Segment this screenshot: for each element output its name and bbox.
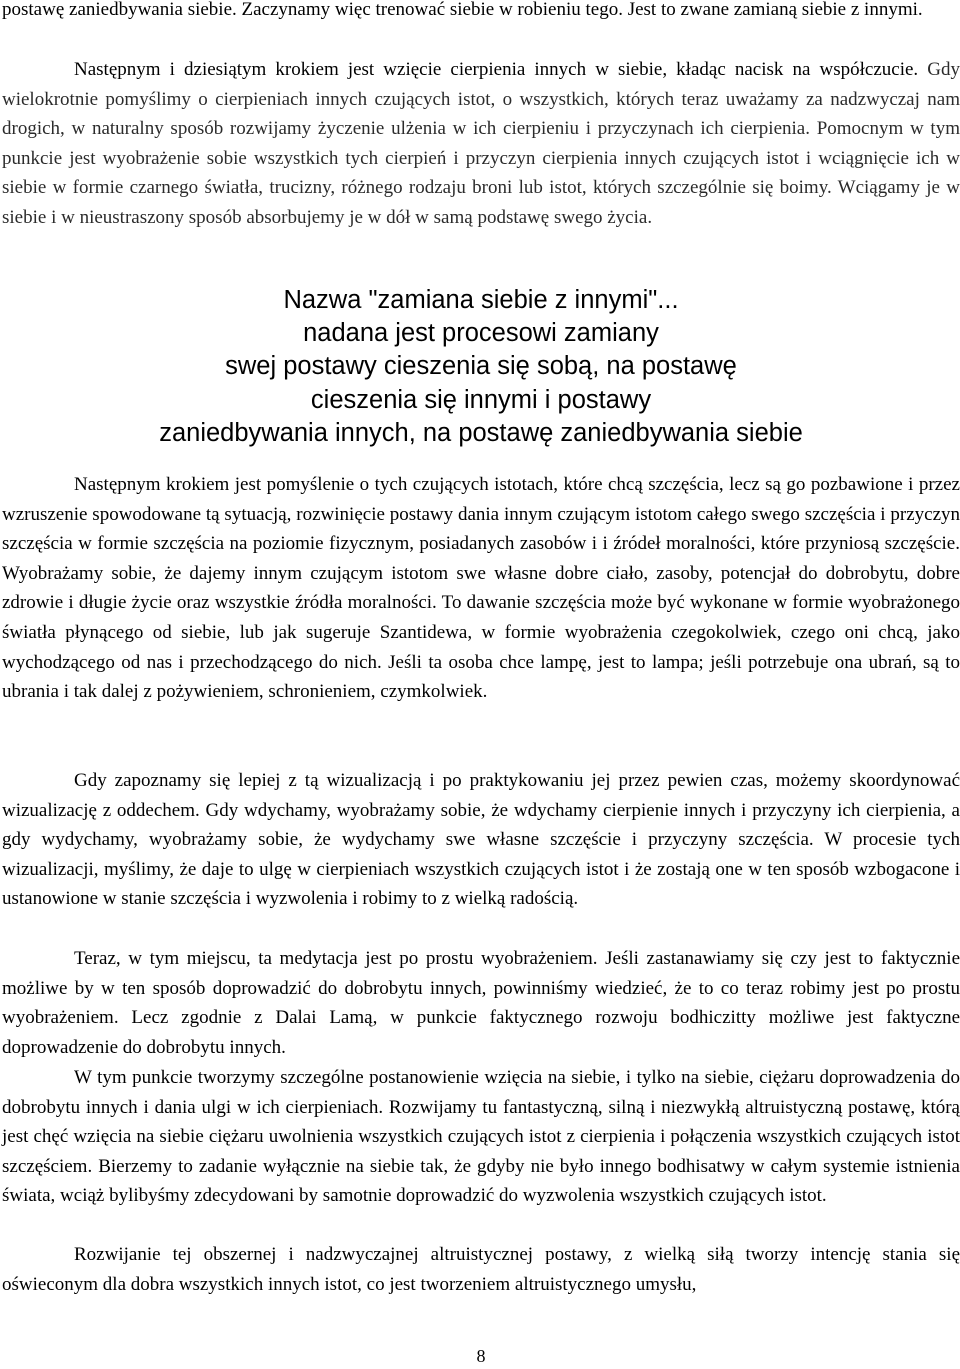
paragraph-tail: Pomocnym w tym punkcie jest wyobrażenie sobie wszystkich tych cierpień i przyczyn cierpienia innych czujących istot i wciągnięcie ich w siebie w formie czarnego światła, trucizny, różnego rodzaju broni lub istot, których szczególnie się boimy. Wciągamy je w siebie i w nieustraszony sposób absorbujemy je w dół w samą podstawę swego życia.: [2, 118, 960, 228]
paragraph-altruism: [2, 1240, 960, 1299]
pull-quote-line: cieszenia się innymi i postawy: [310, 385, 652, 414]
pull-quote-text: [2, 284, 960, 450]
pull-quote: [2, 284, 960, 450]
paragraph-resolve: [2, 1063, 960, 1211]
page-number: 8: [476, 1346, 486, 1366]
paragraph-intro: [2, 55, 960, 233]
paragraph-text: postawę zaniedbywania siebie. Zaczynamy więc trenować siebie w robieniu tego. Jest to zwane zamianą siebie z innymi.: [2, 0, 923, 20]
paragraph-text: W tym punkcie tworzymy szczególne postanowienie wzięcia na siebie, i tylko na siebie, ciężaru doprowadzenia do dobrobytu innych i dania ulgi w ich cierpieniach. Rozwijamy tu fantastyczną, silną i niezwykłą altruistyczną postawę, którą jest chęć wzięcia na siebie ciężaru uwolnienia wszystkich czujących istot z cierpienia i połączenia wszystkich czujących istot szczęściem. Bierzemy to zadanie wyłącznie na siebie tak, że gdyby nie było innego bodhisatwy w całym systemie istnienia świata, wciąż bylibyśmy zdecydowani by samotnie doprowadzić do wyzwolenia wszystkich czujących istot.: [2, 1067, 960, 1207]
document-page: [2, 0, 960, 1369]
paragraph-imagination: [2, 944, 960, 1062]
paragraph-text: [2, 55, 960, 233]
pull-quote-line: zaniedbywania innych, na postawę zaniedbywania siebie: [159, 418, 803, 447]
paragraph-giving: [2, 470, 960, 707]
paragraph-text: Teraz, w tym miejscu, ta medytacja jest po prostu wyobrażeniem. Jeśli zastanawiamy się czy jest to faktycznie możliwe by w ten sposób doprowadzić do dobrobytu innych, powinniśmy wiedzieć, że to co teraz robimy jest po prostu wyobrażeniem. Lecz zgodnie z Dalai Lamą, w punkcie faktycznego rozwoju bodhiczitty możliwe jest faktyczne doprowadzenie do dobrobytu innych.: [2, 948, 960, 1058]
pull-quote-line: swej postawy cieszenia się sobą, na postawę: [225, 352, 737, 381]
paragraph-text: Następnym krokiem jest pomyślenie o tych czujących istotach, które chcą szczęścia, lecz są go pozbawione i przez wzruszenie spowodowane tą sytuacją, rozwinięcie postawy dania innym czującym istotom całego swego szczęścia i przyczyn szczęścia w formie szczęścia na poziomie fizycznym, posiadanych zasobów i i źródeł moralności, które przyniosą szczęście. Wyobrażamy sobie, że dajemy innym czującym istotom swe własne dobre ciało, zasoby, potencjał do dobrobytu, dobre zdrowie i długie życie oraz wszystkie źródła moralności. To dawanie szczęścia może być wykonane w formie wyobrażonego światła płynącego od siebie, lub jak sugeruje Szantidewa, w formie wyobrażenia czegokolwiek, czego oni chcą, jako wychodzącego od nas i przechodzącego do nich. Jeśli ta osoba chce lampę, jest to lampa; jeśli potrzebuje ona ubrań, są to ubrania i tak dalej z pożywieniem, schronieniem, czymkolwiek.: [2, 474, 960, 703]
pull-quote-line: nadana jest procesowi zamiany: [303, 319, 659, 348]
paragraph-body: Gdy wielokrotnie pomyślimy o cierpieniach innych czujących istot, o wszystkich, których teraz uważamy za nadzwyczaj nam drogich, w naturalny sposób rozwijamy życzenie ulżenia w ich cierpieniu i przyczynach ich cierpienia.: [2, 59, 960, 140]
paragraph-text: Rozwijanie tej obszernej i nadzwyczajnej altruistycznej postawy, z wielką siłą tworzy intencję stania się oświeconym dla dobra wszystkich innych istot, co jest tworzeniem altruistycznego umysłu,: [2, 1244, 960, 1295]
paragraph-breath: [2, 766, 960, 914]
paragraph-lead: Następnym i dziesiątym krokiem jest wzięcie cierpienia innych w siebie, kładąc nacisk na współczucie.: [74, 59, 919, 80]
pull-quote-line: Nazwa "zamiana siebie z innymi"...: [283, 286, 679, 314]
paragraph-text: Gdy zapoznamy się lepiej z tą wizualizacją i po praktykowaniu jej przez pewien czas, możemy skoordynować wizualizację z oddechem. Gdy wdychamy, wyobrażamy sobie, że wdychamy cierpienie innych i przyczyny ich cierpienia, a gdy wydychamy, wyobrażamy sobie, że wydychamy swe własne szczęście i przyczyny szczęścia. W procesie tych wizualizacji, myślimy, że daje to ulgę w cierpieniach wszystkich czujących istot i że zostają one w ten sposób wzbogacone i ustanowione w stanie szczęścia i wyzwolenia i robimy to z wielką radością.: [2, 770, 960, 910]
paragraph-continuation: [2, 0, 960, 25]
